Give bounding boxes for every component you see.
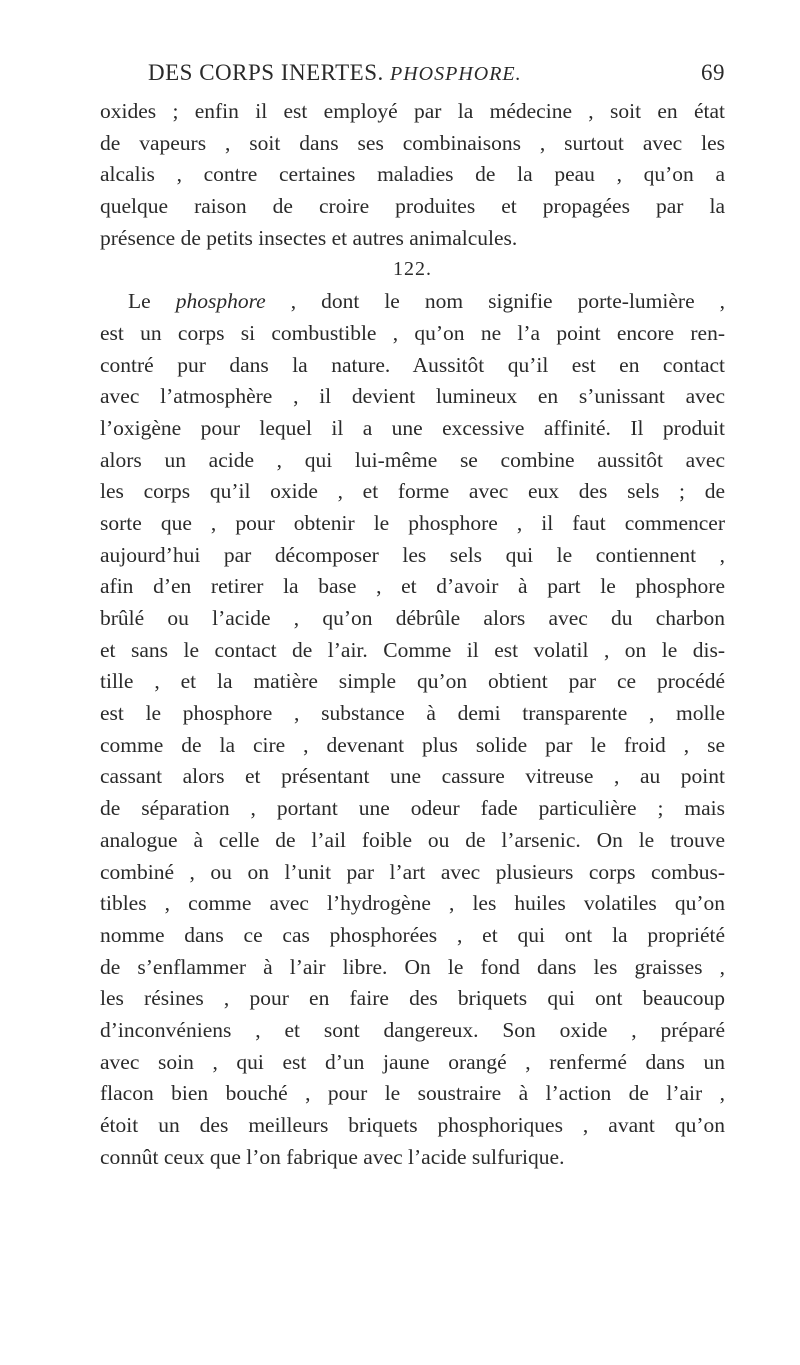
- text-line: les corps qu’il oxide , et forme avec eux des sels ; de: [100, 479, 725, 504]
- text-line: connût ceux que l’on fabrique avec l’acide sulfurique.: [100, 1144, 565, 1169]
- text-line: avec soin , qui est d’un jaune orangé , renfermé dans un: [100, 1049, 725, 1074]
- italic-term: phosphore: [175, 289, 266, 314]
- text-line: de s’enflammer à l’air libre. On le fond dans les graisses ,: [100, 954, 725, 979]
- text-line: d’inconvéniens , et sont dangereux. Son oxide , préparé: [100, 1017, 725, 1042]
- text-line: flacon bien bouché , pour le soustraire à l’action de l’air ,: [100, 1081, 725, 1106]
- text-line: alors un acide , qui lui-même se combine aussitôt avec: [100, 447, 725, 472]
- text-line: les résines , pour en faire des briquets qui ont beaucoup: [100, 986, 725, 1011]
- text-line: analogue à celle de l’ail foible ou de l’arsenic. On le trouve: [100, 827, 725, 852]
- text-line: avec l’atmosphère , il devient lumineux en s’unissant avec: [100, 384, 725, 409]
- text-line: étoit un des meilleurs briquets phosphoriques , avant qu’on: [100, 1113, 725, 1137]
- running-title: [148, 60, 522, 86]
- text-line: comme de la cire , devenant plus solide par le froid , se: [100, 732, 725, 757]
- body-text: [100, 96, 725, 1173]
- text-line: de vapeurs , soit dans ses combinaisons , surtout avec les: [100, 130, 725, 155]
- text-line: combiné , ou on l’unit par l’art avec plusieurs corps combus-: [100, 859, 725, 884]
- page-number: 69: [701, 60, 725, 85]
- text-line: est un corps si combustible , qu’on ne l’a point encore ren-: [100, 320, 725, 345]
- text-line: contré pur dans la nature. Aussitôt qu’il est en contact: [100, 352, 725, 377]
- text-fragment: Le: [128, 289, 176, 314]
- text-line: tibles , comme avec l’hydrogène , les huiles volatiles qu’on: [100, 891, 725, 916]
- running-title-text: DES CORPS INERTES.: [148, 60, 384, 85]
- text-line: et sans le contact de l’air. Comme il est volatil , on le dis-: [100, 637, 725, 662]
- running-head: [100, 60, 725, 100]
- text-line: tille , et la matière simple qu’on obtient par ce procédé: [100, 669, 725, 694]
- text-line: oxides ; enfin il est employé par la médecine , soit en état: [100, 99, 725, 123]
- text-line: afin d’en retirer la base , et d’avoir à part le phosphore: [100, 574, 725, 599]
- text-line: sorte que , pour obtenir le phosphore , il faut commencer: [100, 510, 725, 535]
- text-line: de séparation , portant une odeur fade particulière ; mais: [100, 796, 725, 821]
- text-line: aujourd’hui par décomposer les sels qui le contiennent ,: [100, 542, 725, 567]
- text-line: quelque raison de croire produites et propagées par la: [100, 194, 725, 219]
- text-line: alcalis , contre certaines maladies de la peau , qu’on a: [100, 162, 725, 187]
- text-line: présence de petits insectes et autres animalcules.: [100, 225, 518, 250]
- text-line: nomme dans ce cas phosphorées , et qui ont la propriété: [100, 922, 725, 947]
- text-line: cassant alors et présentant une cassure vitreuse , au point: [100, 764, 725, 789]
- running-title-italic: PHOSPHORE.: [390, 63, 522, 85]
- section-number: 122.: [393, 258, 432, 281]
- text-line: brûlé ou l’acide , qu’on débrûle alors avec du charbon: [100, 606, 725, 630]
- text-line-first: [100, 286, 725, 318]
- text-fragment: , dont le nom signifie porte-lumière ,: [265, 289, 725, 314]
- text-line: est le phosphore , substance à demi transparente , molle: [100, 701, 725, 726]
- text-line: l’oxigène pour lequel il a une excessive affinité. Il produit: [100, 415, 725, 440]
